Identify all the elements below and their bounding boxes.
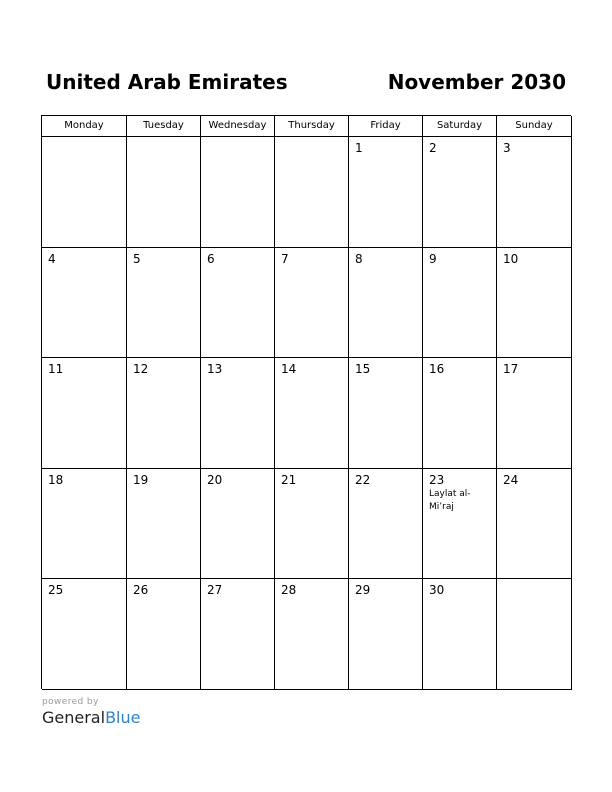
day-cell xyxy=(497,137,572,248)
day-cell xyxy=(349,248,423,358)
brand-general-text: General xyxy=(42,708,106,727)
calendar-header xyxy=(46,70,566,100)
day-number: 30 xyxy=(429,583,445,597)
day-number: 21 xyxy=(281,473,297,487)
day-cell xyxy=(423,358,497,469)
day-cell xyxy=(275,358,349,469)
day-cell xyxy=(423,469,497,579)
day-cell xyxy=(42,248,127,358)
day-number: 8 xyxy=(355,252,363,266)
day-number: 3 xyxy=(503,141,511,155)
day-number: 27 xyxy=(207,583,223,597)
footer xyxy=(42,697,140,727)
day-number: 9 xyxy=(429,252,437,266)
day-cell xyxy=(349,469,423,579)
day-number: 2 xyxy=(429,141,437,155)
day-cell xyxy=(127,248,201,358)
calendar-grid xyxy=(41,115,571,689)
day-cell xyxy=(42,358,127,469)
day-number: 29 xyxy=(355,583,371,597)
day-number: 22 xyxy=(355,473,371,487)
day-number: 28 xyxy=(281,583,297,597)
day-number: 11 xyxy=(48,362,64,376)
day-number: 26 xyxy=(133,583,149,597)
day-cell xyxy=(42,469,127,579)
weekday-header: Tuesday xyxy=(127,116,201,137)
day-cell xyxy=(201,137,275,248)
day-cell xyxy=(497,358,572,469)
day-cell xyxy=(201,469,275,579)
day-cell xyxy=(497,248,572,358)
weekday-header: Friday xyxy=(349,116,423,137)
day-cell xyxy=(42,137,127,248)
weekday-header: Saturday xyxy=(423,116,497,137)
country-title: United Arab Emirates xyxy=(46,70,288,94)
brand-blue-text: Blue xyxy=(105,708,141,727)
weekday-header: Monday xyxy=(42,116,127,137)
day-number: 20 xyxy=(207,473,223,487)
day-cell xyxy=(349,579,423,690)
day-number: 7 xyxy=(281,252,289,266)
day-cell xyxy=(201,579,275,690)
day-number: 24 xyxy=(503,473,519,487)
day-cell xyxy=(349,137,423,248)
day-cell xyxy=(42,579,127,690)
day-number: 10 xyxy=(503,252,519,266)
day-number: 18 xyxy=(48,473,64,487)
day-cell xyxy=(201,358,275,469)
weekday-header: Thursday xyxy=(275,116,349,137)
day-cell xyxy=(349,358,423,469)
day-cell xyxy=(275,248,349,358)
day-cell xyxy=(423,248,497,358)
day-cell xyxy=(497,579,572,690)
day-number: 13 xyxy=(207,362,223,376)
day-cell xyxy=(275,469,349,579)
day-number: 23 xyxy=(429,473,445,487)
day-cell xyxy=(127,469,201,579)
day-number: 16 xyxy=(429,362,445,376)
holiday-label: Laylat al-Mi’raj xyxy=(429,489,471,512)
day-cell xyxy=(497,469,572,579)
day-number: 6 xyxy=(207,252,215,266)
day-number: 15 xyxy=(355,362,371,376)
day-number: 12 xyxy=(133,362,149,376)
day-number: 19 xyxy=(133,473,149,487)
day-cell xyxy=(275,579,349,690)
day-cell xyxy=(127,358,201,469)
month-title: November 2030 xyxy=(387,70,566,94)
brand-logo xyxy=(42,708,140,727)
day-number: 14 xyxy=(281,362,297,376)
day-number: 4 xyxy=(48,252,56,266)
day-cell xyxy=(127,137,201,248)
day-cell xyxy=(127,579,201,690)
weekday-header: Sunday xyxy=(497,116,572,137)
powered-by-text: powered by xyxy=(42,697,99,707)
day-cell xyxy=(275,137,349,248)
day-number: 25 xyxy=(48,583,64,597)
day-cell xyxy=(423,137,497,248)
day-cell xyxy=(423,579,497,690)
day-number: 17 xyxy=(503,362,519,376)
weekday-header: Wednesday xyxy=(201,116,275,137)
day-number: 5 xyxy=(133,252,141,266)
day-number: 1 xyxy=(355,141,363,155)
day-cell xyxy=(201,248,275,358)
